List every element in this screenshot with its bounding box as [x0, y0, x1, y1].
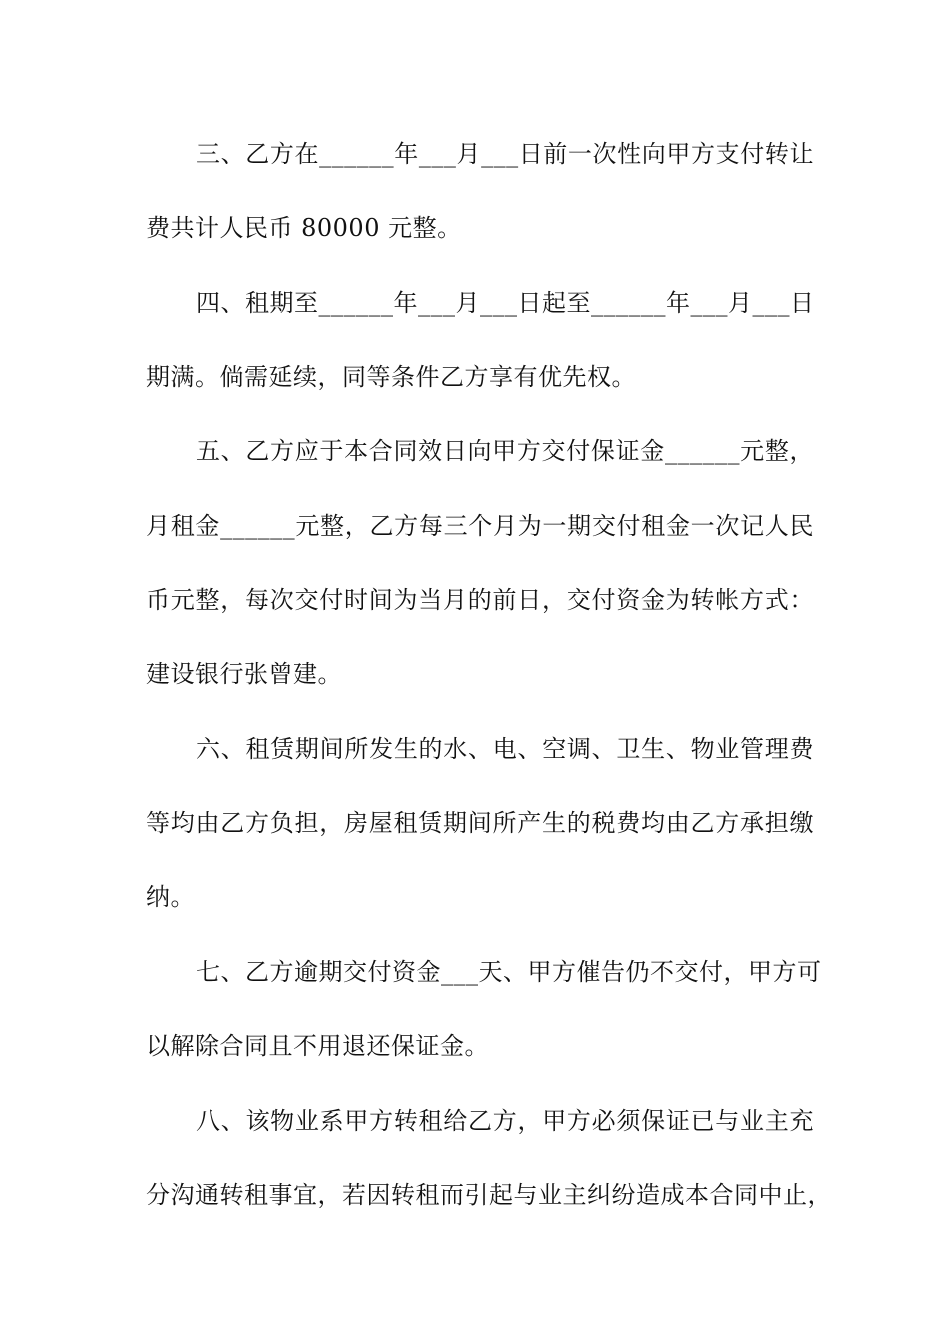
clause-5-line-1: 五、乙方应于本合同效日向甲方交付保证金______元整， [196, 437, 814, 465]
clause-5-line-4: 建设银行张曾建。 [146, 660, 342, 688]
clause-3-line-1: 三、乙方在______年___月___日前一次性向甲方支付转让 [196, 140, 814, 168]
clause-4-line-2: 期满。倘需延续，同等条件乙方享有优先权。 [146, 363, 636, 391]
clause-6-line-2: 等均由乙方负担，房屋租赁期间所产生的税费均由乙方承担缴 [146, 809, 814, 837]
clause-3-line-2: 费共计人民币 80000 元整。 [146, 214, 462, 242]
clause-7-line-1: 七、乙方逾期交付资金___天、甲方催告仍不交付，甲方可 [196, 958, 822, 986]
clause-8-line-2: 分沟通转租事宜，若因转租而引起与业主纠纷造成本合同中止， [146, 1181, 832, 1209]
clause-5-line-2: 月租金______元整，乙方每三个月为一期交付租金一次记人民 [146, 512, 814, 540]
clause-4-line-1: 四、租期至______年___月___日起至______年___月___日 [196, 289, 815, 317]
clause-8-line-1: 八、该物业系甲方转租给乙方，甲方必须保证已与业主充 [196, 1107, 814, 1135]
clause-7-line-2: 以解除合同且不用退还保证金。 [146, 1032, 489, 1060]
clause-6-line-3: 纳。 [146, 883, 195, 911]
clause-6-line-1: 六、租赁期间所发生的水、电、空调、卫生、物业管理费 [196, 735, 814, 763]
clause-5-line-3: 币元整，每次交付时间为当月的前日，交付资金为转帐方式： [146, 586, 814, 614]
